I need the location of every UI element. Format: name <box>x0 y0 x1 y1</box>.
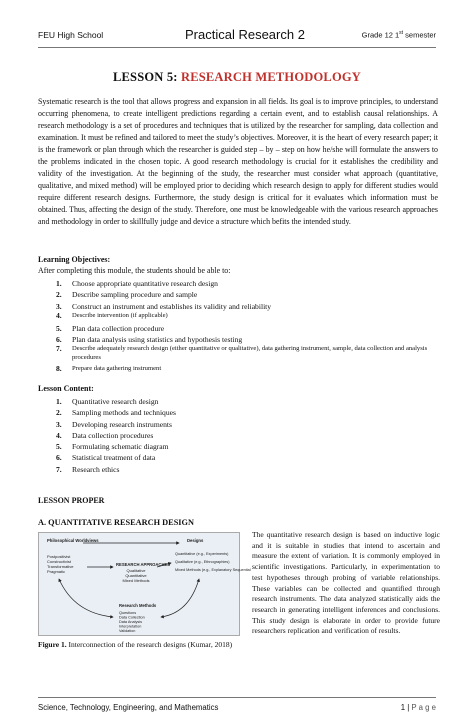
research-design-figure <box>38 532 251 636</box>
list-item: 2. Describe sampling procedure and sample <box>56 290 198 300</box>
objectives-list <box>56 278 436 375</box>
method-item: Interpretation <box>119 624 142 629</box>
lesson-proper-heading: LESSON PROPER <box>38 496 105 505</box>
list-item: 1. Quantitative research design <box>56 397 159 406</box>
method-item: Data Collection <box>119 615 145 620</box>
header-divider <box>38 47 436 48</box>
page-number: 1 | P a g e <box>400 703 436 712</box>
worldviews-title: Philosophical Worldviews <box>47 538 99 543</box>
worldview-item: Transformative <box>47 564 74 569</box>
worldview-item: Constructivist <box>47 559 72 564</box>
designs-title: Designs <box>187 538 204 543</box>
list-item: 3. Developing research instruments <box>56 419 172 429</box>
list-item: 3. Construct an instrument and establishes its validity and reliability <box>56 301 272 311</box>
school-name: FEU High School <box>38 30 104 40</box>
content-heading: Lesson Content: <box>38 384 94 393</box>
course-title: Practical Research 2 <box>185 27 305 42</box>
approach-item: Quantitative <box>125 573 147 578</box>
list-item: 8. Prepare data gathering instrument <box>56 363 162 373</box>
intro-paragraph: Systematic research is the tool that allows progress and expansion in all fields. Its goal is to improve principles, to understand occurring phenomena, to create intelligent predictions regarding a certain event, and to establish causal relationships. A research methodology is a set of procedures and techniques that is utilized by the researcher for sampling, data collection and examination. It must be refined and tailored to meet the study’s objectives. Moreover, it is the heart of every research paper; it is the framework or plan through which the researcher is guided step – by – step on how he/she will formulate the answers to the problems indicated in the chosen topic. A good research methodology is crucial for it establishes the credibility and validity of the investigation. At the beginning of the study, the researcher must consider what approach (quantitative, qualitative, and mixed method) will be employed prior to deciding which research design to apply for different studies would require different research designs. Furthermore, the study design is critical for it evaluates which information must be obtained. Thus, affecting the design of the study. Therefore, one must be knowledgeable with the various research approaches and methodology in order to skillfully judge and device a structure which befits the intended study. <box>38 97 438 226</box>
list-item: 4. Data collection procedures <box>56 430 154 440</box>
list-item: 2. Sampling methods and techniques <box>56 408 176 418</box>
methods-title: Research Methods <box>119 603 157 608</box>
worldview-item: Pragmatic <box>47 569 66 574</box>
objectives-intro: After completing this module, the students should be able to: <box>38 266 231 275</box>
list-item: 7. Describe adequately research design (either quantitative or qualitative), data gathering instrument, sample, data collection and analysis procedures <box>56 344 428 361</box>
method-item: Data Analysis <box>119 620 143 624</box>
list-item: 5. Plan data collection procedure <box>56 323 165 333</box>
arrow-worldviews-methods <box>59 579 113 617</box>
method-item: Questions <box>119 611 137 615</box>
quantitative-design-paragraph: The quantitative research design is based on inductive logic and it is suitable in studies that intend to ascertain and measure the extent of variation. It is commonly employed in scientific investigations. Particularly, in experimentation to test hypotheses through probing of variable relationships. These variables can be collected and quantified through research instruments. The data analyzed statistically aids the research in generating intelligent inferences and conclusions. This study design is elaborate in order to provide future researchers replication and verification of results. <box>252 530 440 636</box>
footer-divider <box>38 697 436 698</box>
design-item: Qualitative (e.g., Ethnographies) <box>175 560 230 564</box>
grade-semester: Grade 12 1st semester <box>361 30 436 40</box>
design-item: Mixed Methods (e.g., Explanatory Sequential <box>175 568 251 572</box>
list-item: 7. Research ethics <box>56 464 120 474</box>
page-header <box>38 28 436 46</box>
list-item: 4. Describe intervention (if applicable) <box>56 310 168 320</box>
footer-program: Science, Technology, Engineering, and Mathematics <box>38 703 219 712</box>
objectives-heading: Learning Objectives: <box>38 255 111 264</box>
approach-item: Qualitative <box>126 568 146 573</box>
section-a-heading: A. QUANTITATIVE RESEARCH DESIGN <box>38 518 194 527</box>
framework-diagram <box>39 533 251 635</box>
approaches-title: RESEARCH APPROACHES <box>116 562 171 567</box>
list-item: 5. Formulating schematic diagram <box>56 442 169 452</box>
figure-caption: Figure 1. Interconnection of the research designs (Kumar, 2018) <box>38 640 233 649</box>
design-item: Quantitative (e.g., Experiments) <box>175 552 229 556</box>
approach-item: Mixed Methods <box>122 578 150 583</box>
content-list <box>56 396 436 475</box>
method-item: Validation <box>119 629 136 633</box>
arrow-designs-methods <box>161 579 199 617</box>
worldview-item: Postpositivist <box>47 554 71 559</box>
list-item: 6. Statistical treatment of data <box>56 453 156 463</box>
list-item: 6. Plan data analysis using statistics and hypothesis testing <box>56 334 243 344</box>
lesson-title: LESSON 5: RESEARCH METHODOLOGY <box>112 70 362 84</box>
list-item: 1. Choose appropriate quantitative research design <box>56 279 218 288</box>
